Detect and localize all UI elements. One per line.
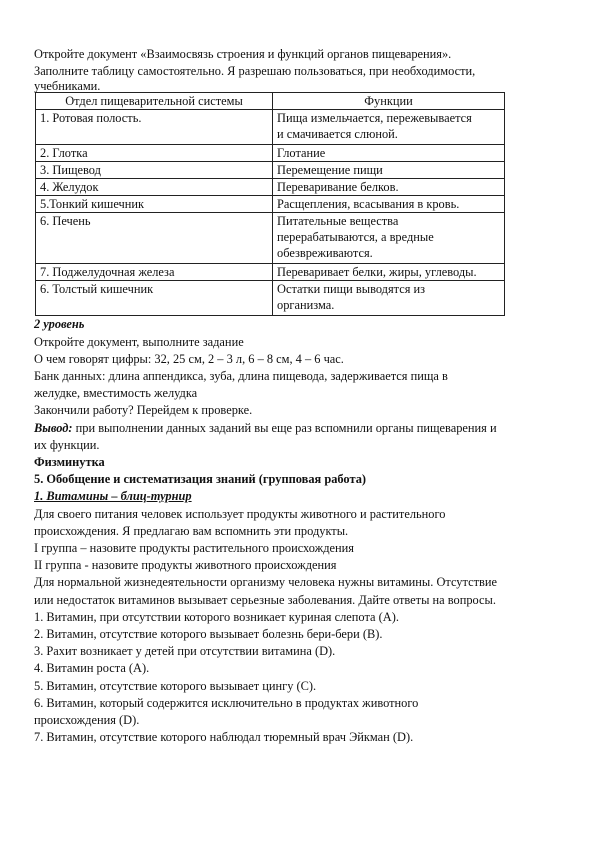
table-cell-func: Переваривание белков. [273, 179, 505, 196]
digestion-table [35, 92, 505, 316]
func-line: и смачивается слюной. [277, 127, 398, 142]
table-cell-dept: 6. Толстый кишечник [36, 281, 273, 316]
question-6-line-2: происхождения (D). [34, 713, 140, 728]
question-7: 7. Витамин, отсутствие которого наблюдал тюремный врач Эйкман (D). [34, 730, 414, 745]
level2-line-2: О чем говорят цифры: 32, 25 см, 2 – 3 л, 6 – 8 см, 4 – 6 час. [34, 351, 344, 366]
conclusion-text: при выполнении данных заданий вы еще раз вспомнили органы пищеварения и [72, 420, 497, 435]
table-cell-func [273, 110, 505, 145]
table-cell-func: Расщепления, всасывания в кровь. [273, 196, 505, 213]
table-cell-func: Глотание [273, 145, 505, 162]
group-2-task: II группа - назовите продукты животного происхождения [34, 558, 337, 573]
table-cell-dept: 4. Желудок [36, 179, 273, 196]
level2-line-5: Закончили работу? Перейдем к проверке. [34, 403, 253, 418]
table-cell-func: Перемещение пищи [273, 162, 505, 179]
table-header-func: Функции [273, 93, 505, 110]
table-row [36, 145, 505, 162]
level2-line-4: желудке, вместимость желудка [34, 386, 198, 401]
table-cell-func [273, 281, 505, 316]
document-page [34, 46, 564, 746]
func-line: обезвреживаются. [277, 246, 373, 261]
table-cell-func: Переваривает белки, жиры, углеводы. [273, 264, 505, 281]
section5-p1-line-1: Для своего питания человек использует продукты животного и растительного [34, 506, 446, 521]
table-row [36, 196, 505, 213]
intro-line-2: Заполните таблицу самостоятельно. Я разрешаю пользоваться, при необходимости, [34, 64, 476, 79]
table-cell-func [273, 213, 505, 264]
func-line: Пища измельчается, пережевывается [277, 111, 472, 126]
section5-p1-line-2: происхождения. Я предлагаю вам вспомнить эти продукты. [34, 523, 349, 538]
question-4: 4. Витамин роста (А). [34, 661, 150, 676]
table-row [36, 213, 505, 264]
func-line: перерабатываются, а вредные [277, 230, 434, 245]
conclusion-text-2: их функции. [34, 437, 100, 452]
table-cell-dept: 1. Ротовая полость. [36, 110, 273, 145]
section5-p2-line-1: Для нормальной жизнедеятельности организму человека нужны витамины. Отсутствие [34, 575, 497, 590]
intro-line-3: учебниками. [34, 79, 101, 94]
level2-heading: 2 уровень [34, 317, 85, 332]
section5-heading: 5. Обобщение и систематизация знаний (групповая работа) [34, 472, 367, 487]
func-line: Питательные вещества [277, 214, 399, 229]
table-row [36, 162, 505, 179]
func-line: организма. [277, 298, 335, 313]
table-row [36, 264, 505, 281]
question-2: 2. Витамин, отсутствие которого вызывает болезнь бери-бери (В). [34, 627, 383, 642]
func-line: Остатки пищи выводятся из [277, 282, 426, 297]
section5-p2-line-2: или недостаток витаминов вызывает серьезные заболевания. Дайте ответы на вопросы. [34, 592, 496, 607]
table-cell-dept: 7. Поджелудочная железа [36, 264, 273, 281]
table-row [36, 179, 505, 196]
table-header-row [36, 93, 505, 110]
question-1: 1. Витамин, при отсутствии которого возникает куриная слепота (А). [34, 609, 399, 624]
table-cell-dept: 5.Тонкий кишечник [36, 196, 273, 213]
level2-line-1: Откройте документ, выполните задание [34, 334, 244, 349]
table-row [36, 110, 505, 145]
table-cell-dept: 2. Глотка [36, 145, 273, 162]
table-cell-dept: 3. Пищевод [36, 162, 273, 179]
table-cell-dept: 6. Печень [36, 213, 273, 264]
conclusion-label: Вывод: [34, 420, 73, 435]
table-header-dept: Отдел пищеварительной системы [36, 93, 273, 110]
question-5: 5. Витамин, отсутствие которого вызывает цингу (С). [34, 678, 317, 693]
level2-line-3: Банк данных: длина аппендикса, зуба, длина пищевода, задерживается пища в [34, 369, 448, 384]
table-row [36, 281, 505, 316]
question-3: 3. Рахит возникает у детей при отсутствии витамина (D). [34, 644, 336, 659]
conclusion [34, 420, 564, 437]
fizminutka-heading: Физминутка [34, 455, 105, 470]
section5-subheading: 1. Витамины – блиц-турнир [34, 489, 192, 504]
question-6-line-1: 6. Витамин, который содержится исключительно в продуктах животного [34, 695, 419, 710]
intro-line-1: Откройте документ «Взаимосвязь строения и функций органов пищеварения». [34, 47, 452, 61]
group-1-task: I группа – назовите продукты растительного происхождения [34, 541, 354, 556]
